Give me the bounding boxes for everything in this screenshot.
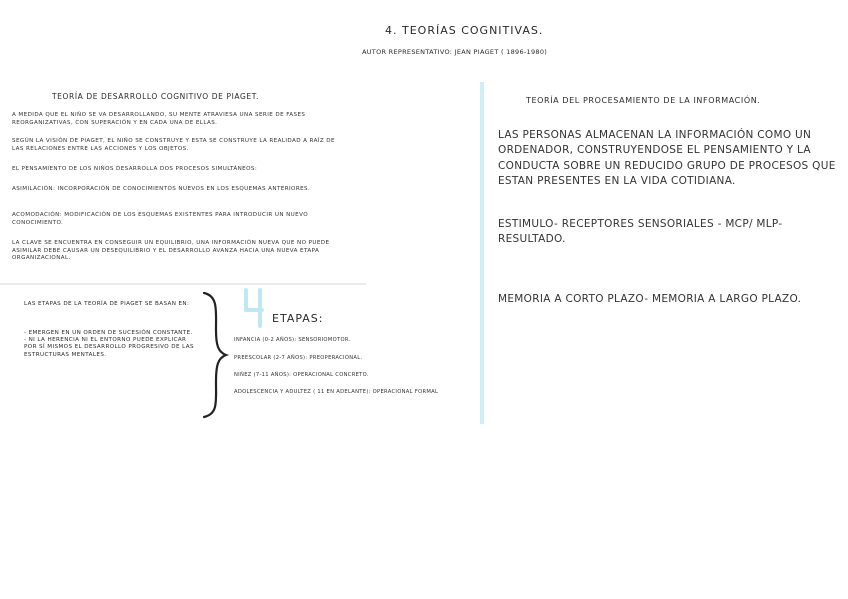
piaget-heading: TEORÍA DE DESARROLLO COGNITIVO DE PIAGET. [52,92,260,101]
stages-bullets: - EMERGEN EN UN ORDEN DE SUCESIÓN CONSTANTE. - NI LA HERENCIA NI EL ENTORNO PUEDE EXPLICAR POR SÍ MISMOS EL DESARROLLO PROGRESIVO DE LAS ESTRUCTURAS MENTALES. [24,330,194,358]
stage-item: NIÑEZ (7-11 AÑOS): OPERACIONAL CONCRETO. [234,372,369,378]
stages-intro: LAS ETAPAS DE LA TEORÍA DE PIAGET SE BASAN EN: [24,301,190,307]
processing-block-1: LAS PERSONAS ALMACENAN LA INFORMACIÓN COMO UN ORDENADOR, CONSTRUYENDOSE EL PENSAMIENTO Y LA CONDUCTA SOBRE UN REDUCIDO GRUPO DE PROCESOS QUE ESTAN PRESENTES EN LA VIDA COTIDIANA. [498,129,836,188]
section-divider [0,283,366,285]
processing-heading: TEORÍA DEL PROCESAMIENTO DE LA INFORMACIÓN. [526,96,761,105]
piaget-paragraph-6: LA CLAVE SE ENCUENTRA EN CONSEGUIR UN EQUILIBRIO, UNA INFORMACIÓN NUEVA QUE NO PUEDE ASIMILAR DEBE CAUSAR UN DESEQUILIBRIO Y EL DESARROLLO AVANZA HACIA UNA NUEVA ETAPA ORGANIZACIONAL. [12,240,330,262]
vertical-divider [480,82,484,424]
stage-item: ADOLESCENCIA Y ADULTEZ ( 11 EN ADELANTE): OPERACIONAL FORMAL [234,389,439,395]
number-four-graphic [240,288,268,328]
piaget-paragraph-1: A MEDIDA QUE EL NIÑO SE VA DESARROLLANDO, SU MENTE ATRAVIESA UNA SERIE DE FASES REORGANIZATIVAS, CON SUPERACIÓN Y EN CADA UNA DE ELLAS. [12,112,306,126]
page-title: 4. TEORÍAS COGNITIVAS. [385,24,544,37]
stages-label: ETAPAS: [272,312,324,325]
piaget-paragraph-3: EL PENSAMIENTO DE LOS NIÑOS DESARROLLA DOS PROCESOS SIMULTÁNEOS: [12,166,258,172]
curly-brace-icon [200,290,230,420]
processing-block-3: MEMORIA A CORTO PLAZO- MEMORIA A LARGO PLAZO. [498,293,802,305]
piaget-paragraph-5: ACOMODACIÓN: MODIFICACIÓN DE LOS ESQUEMAS EXISTENTES PARA INTRODUCIR UN NUEVO CONOCIMIENTO. [12,212,309,226]
stage-item: PREESCOLAR (2-7 AÑOS): PREOPERACIONAL. [234,355,363,361]
stage-item: INFANCIA (0-2 AÑOS): SENSORIOMOTOR. [234,337,351,343]
processing-block-2: ESTIMULO- RECEPTORES SENSORIALES - MCP/ MLP- RESULTADO. [498,218,783,246]
piaget-paragraph-2: SEGÚN LA VISIÓN DE PIAGET, EL NIÑO SE CONSTRUYE Y ESTA SE CONSTRUYE LA REALIDAD A RAÍZ DE LAS RELACIONES ENTRE LAS ACCIONES Y LOS OBJETOS. [12,138,335,152]
author-line: AUTOR REPRESENTATIVO: JEAN PIAGET ( 1896-1980) [362,48,548,56]
piaget-paragraph-4: ASIMILACIÓN: INCORPORACIÓN DE CONOCIMIENTOS NUEVOS EN LOS ESQUEMAS ANTERIORES. [12,186,311,192]
